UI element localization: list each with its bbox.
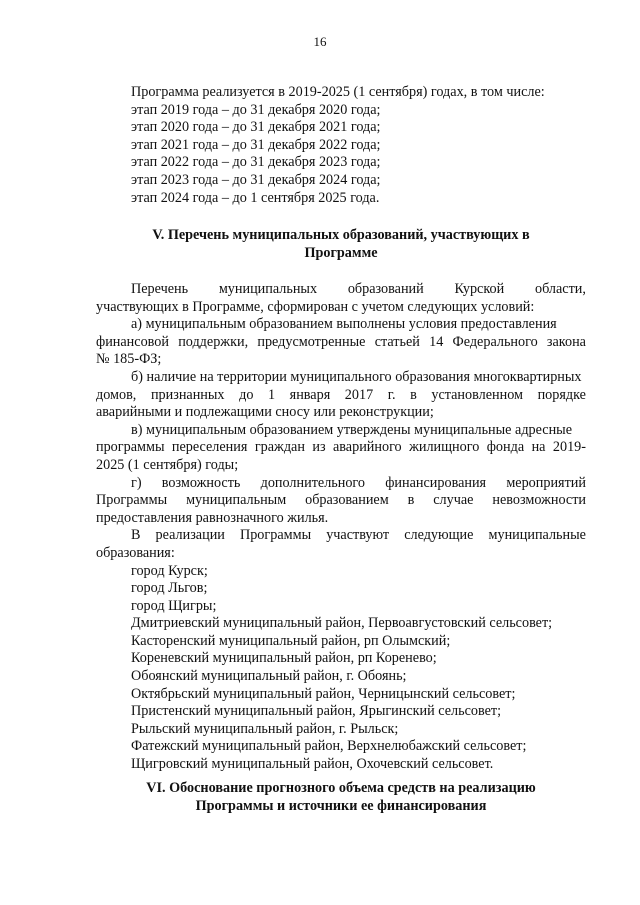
page-number: 16 [313,34,327,49]
word: 14 [429,333,444,350]
section-6-heading [96,779,586,815]
word: января [289,386,331,403]
word: 2019- [552,439,586,456]
condition-b-line-3: аварийными и подлежащими сносу или реконструкции; [96,404,434,421]
word: домов, [96,386,137,403]
participant-item: Щигровский муниципальный район, Охочевский сельсовет. [131,756,494,773]
word: финансовой [96,333,169,350]
word: переселения [171,439,248,456]
word: возможность [161,474,241,491]
word: г. [387,386,396,403]
word: в [410,386,417,403]
word: невозможности [492,492,586,509]
participant-item: Кореневский муниципальный район, рп Коренево; [131,650,437,667]
word: г) [131,474,142,491]
stage-item: этап 2023 года – до 31 декабря 2024 года; [131,171,381,188]
word: мероприятий [506,474,586,491]
word: участвуют [326,527,390,544]
stage-item: этап 2020 года – до 31 декабря 2021 года; [131,119,381,136]
word: муниципальным [186,492,287,509]
condition-a-line-3: № 185-ФЗ; [96,351,162,368]
participant-item: Пристенский муниципальный район, Ярыгинский сельсовет; [131,703,502,720]
stage-item: этап 2021 года – до 31 декабря 2022 года; [131,136,381,153]
participant-item: город Льгов; [131,580,208,597]
participant-item: город Курск; [131,562,208,579]
participants-intro-line-2: образования: [96,544,175,561]
heading-line: Программы и источники ее финансирования [195,798,487,814]
participants-intro-line-1 [96,527,586,545]
participant-item: Фатежский муниципальный район, Верхнелюбажский сельсовет; [131,738,527,755]
word: Перечень [131,281,189,297]
condition-a-line-1: а) муниципальным образованием выполнены условия предоставления [131,316,557,333]
condition-b-line-1: б) наличие на территории муниципального образования многоквартирных [131,368,582,385]
condition-g-line-1 [96,475,586,493]
word: дополнительного [260,474,365,491]
heading-line: Программе [304,245,378,261]
word: финансирования [385,474,487,491]
word: до [239,386,254,403]
section-5-body [96,281,586,774]
stages-intro: Программа реализуется в 2019-2025 (1 сентября) годах, в том числе: [131,84,545,100]
condition-v-line-3: 2025 (1 сентября) годы; [96,456,239,473]
participant-item: Обоянский муниципальный район, г. Обоянь; [131,668,407,685]
condition-v-line-1: в) муниципальным образованием утверждены муниципальные адресные [131,421,573,438]
word: установленном [431,386,523,403]
word: в [407,492,415,509]
word: закона [546,333,586,350]
condition-v-line-2 [96,439,586,457]
condition-a-line-2 [96,334,586,352]
word: Курской [454,281,505,297]
stages-paragraph [96,84,586,207]
participant-item: Касторенский муниципальный район, рп Олымский; [131,632,451,649]
word: жилищного [409,439,480,456]
word: Программы [96,492,168,509]
condition-g-line-3: предоставления равнозначного жилья. [96,509,329,526]
heading-line: VI. Обоснование прогнозного объема средств на реализацию [146,780,536,796]
word: 2017 [344,386,374,403]
stage-item: этап 2019 года – до 31 декабря 2020 года; [131,101,381,118]
word: муниципальные [488,527,586,544]
word: поддержки, [178,333,249,350]
intro-line-1 [96,281,586,299]
word: 1 [268,386,276,403]
word: образованием [305,492,389,509]
section-5-heading [96,226,586,262]
condition-g-line-2 [96,492,586,510]
word: порядке [537,386,586,403]
word: фонда [486,439,525,456]
stage-item: этап 2022 года – до 31 декабря 2023 года; [131,154,381,171]
word: признанных [150,386,225,403]
word: реализации [155,527,225,544]
word: предусмотренные [257,333,366,350]
stage-item: этап 2024 года – до 1 сентября 2025 года. [131,189,380,206]
condition-b-line-2 [96,387,586,405]
word: случае [433,492,474,509]
word: на [531,439,546,456]
word: Программы [239,527,312,544]
participant-item: Рыльский муниципальный район, г. Рыльск; [131,720,399,737]
word: следующие [404,527,474,544]
word: из [312,439,326,456]
word: аварийного [333,439,402,456]
word: В [131,527,141,544]
word: образований [347,281,424,297]
participant-item: Дмитриевский муниципальный район, Первоавгустовский сельсовет; [131,615,553,632]
word: области, [534,281,586,297]
intro-line-2: участвующих в Программе, сформирован с учетом следующих условий: [96,298,535,315]
heading-line: V. Перечень муниципальных образований, участвующих в [152,227,530,243]
word: муниципальных [218,281,318,297]
participant-item: Октябрьский муниципальный район, Черницынский сельсовет; [131,685,516,702]
word: программы [96,439,165,456]
word: статьей [374,333,420,350]
word: граждан [254,439,305,456]
participant-item: город Щигры; [131,597,217,614]
word: Федерального [452,333,538,350]
